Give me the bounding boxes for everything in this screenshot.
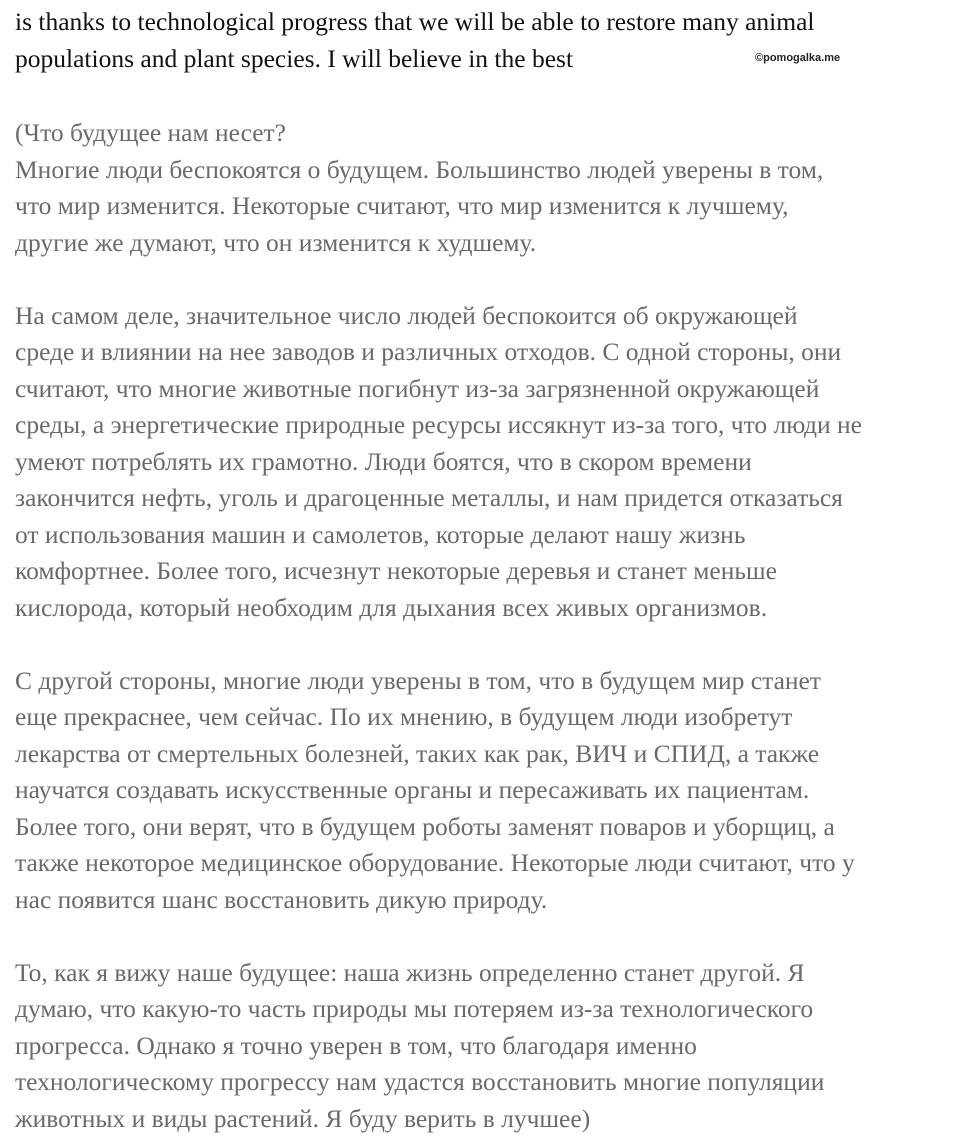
paragraph-line: среды, а энергетические природные ресурсы иссякнут из-за того, что люди не xyxy=(15,410,862,439)
paragraph-line: умеют потреблять их грамотно. Люди боятся, что в скором времени xyxy=(15,446,752,476)
paragraph-line: С другой стороны, многие люди уверены в том, что в будущем мир станет xyxy=(15,665,822,695)
paragraph-optimism xyxy=(15,663,946,919)
english-line: populations and plant species. I will believe in the best xyxy=(15,43,574,73)
paragraph-line: считают, что многие животные погибнут из-за загрязненной окружающей xyxy=(15,373,820,403)
paragraph-conclusion xyxy=(15,955,946,1138)
paragraph-line: животных и виды растений. Я буду верить в лучшее) xyxy=(15,1103,591,1133)
paragraph-line: от использования машин и самолетов, которые делают нашу жизнь xyxy=(15,519,746,549)
english-line: is thanks to technological progress that we will be able to restore many animal xyxy=(15,7,815,36)
paragraph-line: технологическому прогрессу нам удастся восстановить многие популяции xyxy=(15,1067,825,1096)
paragraph-line: нас появится шанс восстановить дикую природу. xyxy=(15,884,548,914)
paragraph-line: То, как я вижу наше будущее: наша жизнь определенно станет другой. Я xyxy=(15,957,805,987)
paragraph-line: среде и влиянии на нее заводов и различных отходов. С одной стороны, они xyxy=(15,337,842,366)
paragraph-line: комфортнее. Более того, исчезнут некоторые деревья и станет меньше xyxy=(15,556,777,585)
paragraph-line: лекарства от смертельных болезней, таких как рак, ВИЧ и СПИД, а также xyxy=(15,738,820,768)
english-text-block xyxy=(15,4,946,77)
paragraph-intro xyxy=(15,115,946,261)
paragraph-line: На самом деле, значительное число людей беспокоится об окружающей xyxy=(15,300,798,330)
paragraph-line: кислорода, который необходим для дыхания всех живых организмов. xyxy=(15,592,768,622)
paragraph-environment xyxy=(15,298,946,627)
paragraph-line: другие же думают, что он изменится к худшему. xyxy=(15,227,537,257)
paragraph-line: думаю, что какую-то часть природы мы потеряем из-за технологического xyxy=(15,994,814,1023)
paragraph-line: (Что будущее нам несет? xyxy=(15,118,286,147)
watermark: ©pomogalka.me xyxy=(755,52,841,64)
paragraph-line: Многие люди беспокоятся о будущем. Большинство людей уверены в том, xyxy=(15,154,824,184)
paragraph-line: закончится нефть, уголь и драгоценные металлы, и нам придется отказаться xyxy=(15,483,843,512)
paragraph-line: научатся создавать искусственные органы и пересаживать их пациентам. xyxy=(15,775,810,804)
paragraph-line: еще прекраснее, чем сейчас. По их мнению, в будущем люди изобретут xyxy=(15,702,793,731)
paragraph-line: Более того, они верят, что в будущем роботы заменят поваров и уборщиц, а xyxy=(15,811,835,841)
russian-translation xyxy=(15,115,946,1137)
paragraph-line: что мир изменится. Некоторые считают, что мир изменится к лучшему, xyxy=(15,191,789,220)
paragraph-line: также некоторое медицинское оборудование. Некоторые люди считают, что у xyxy=(15,848,855,877)
paragraph-line: прогресса. Однако я точно уверен в том, что благодаря именно xyxy=(15,1030,697,1060)
